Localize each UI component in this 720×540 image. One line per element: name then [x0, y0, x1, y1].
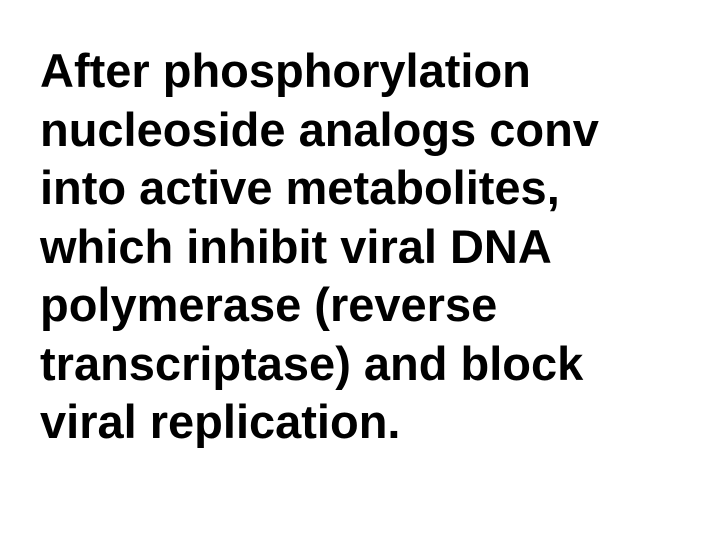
- body-text: [40, 42, 720, 452]
- text-line-1: After phosphorylation: [40, 44, 531, 97]
- text-line-5: polymerase (reverse: [40, 278, 498, 331]
- text-line-7: viral replication.: [40, 395, 401, 448]
- text-line-2: nucleoside analogs conv: [40, 102, 599, 156]
- text-line-3: into active metabolites,: [40, 161, 560, 214]
- text-line-6: transcriptase) and block: [40, 336, 584, 390]
- text-line-4: which inhibit viral DNA: [40, 219, 552, 273]
